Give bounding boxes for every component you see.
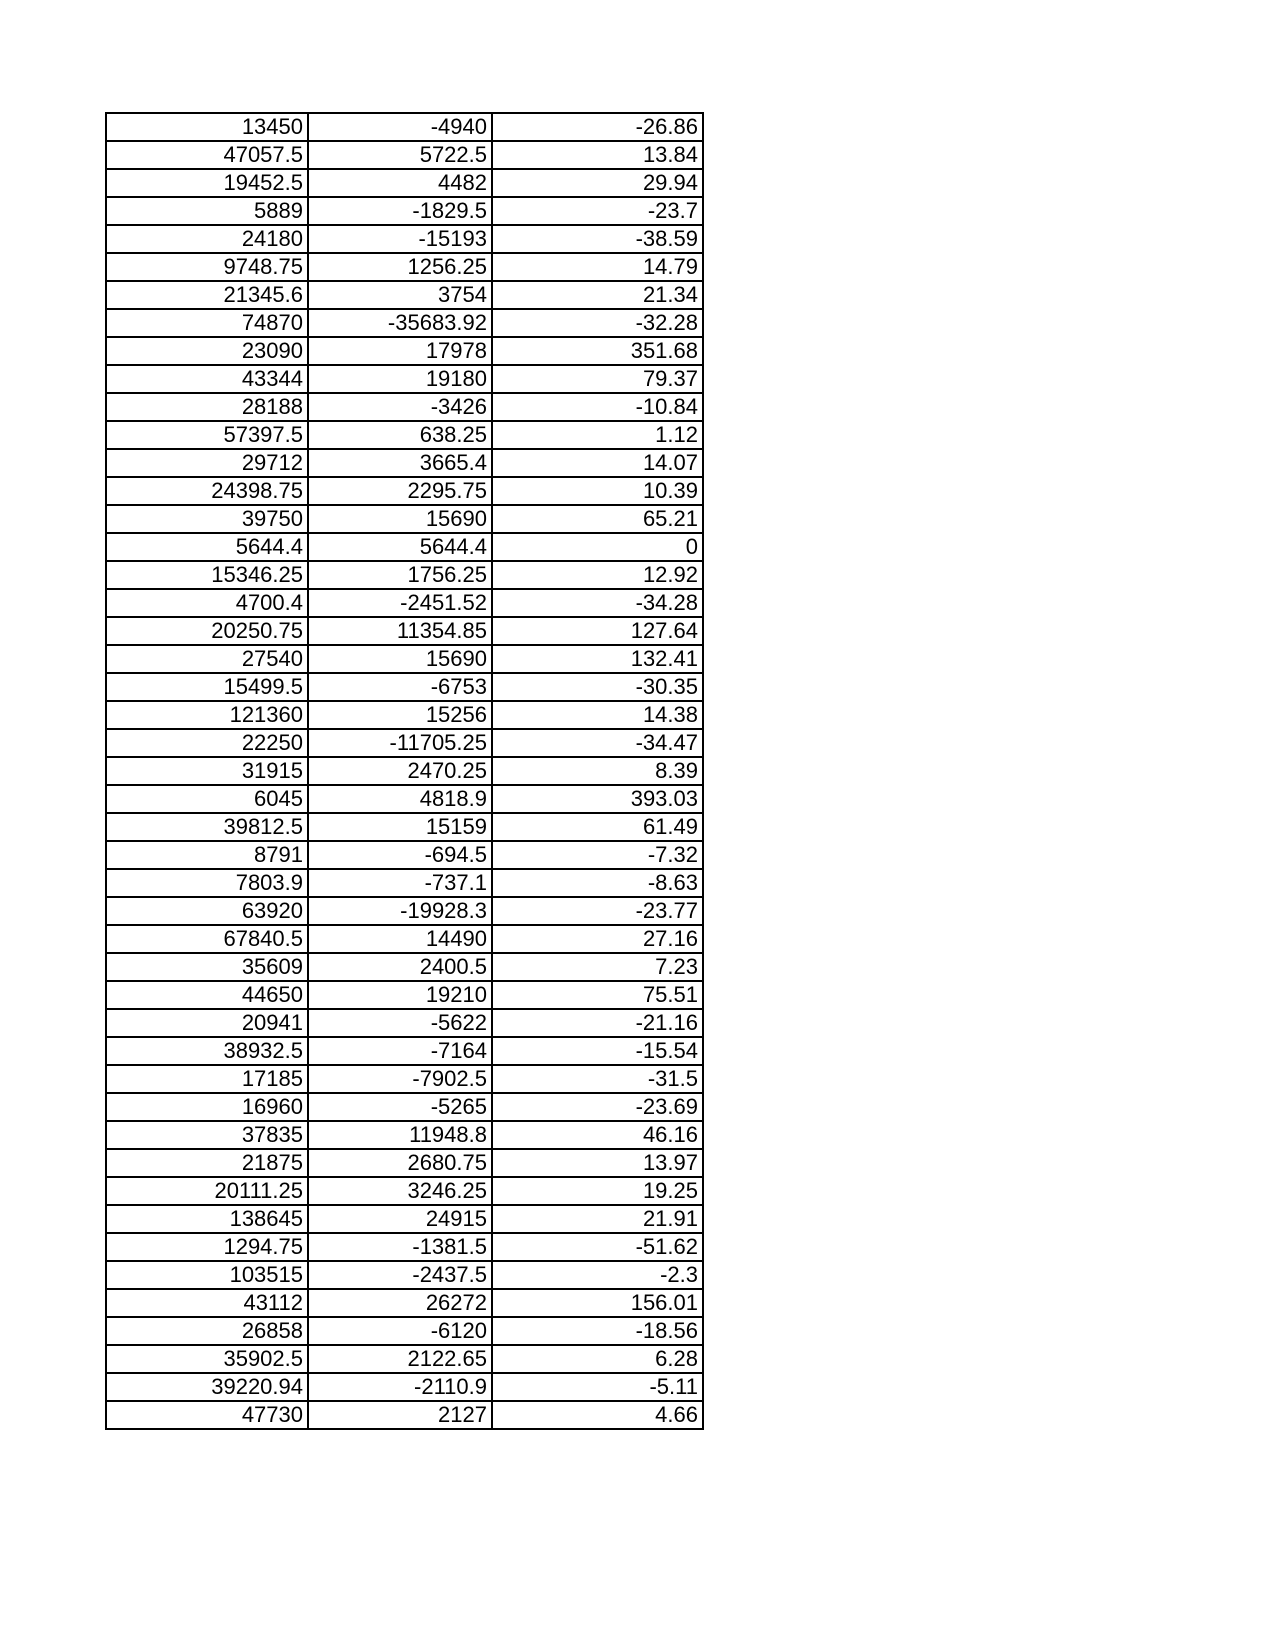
- table-cell: 0: [492, 533, 703, 561]
- table-cell: 8.39: [492, 757, 703, 785]
- table-cell: -2451.52: [308, 589, 492, 617]
- table-cell: 38932.5: [106, 1037, 308, 1065]
- table-cell: 4.66: [492, 1401, 703, 1429]
- table-cell: 5644.4: [106, 533, 308, 561]
- table-row: [106, 757, 703, 785]
- table-cell: 24180: [106, 225, 308, 253]
- table-cell: 29.94: [492, 169, 703, 197]
- table-cell: 13450: [106, 113, 308, 141]
- table-cell: -8.63: [492, 869, 703, 897]
- table-cell: 5722.5: [308, 141, 492, 169]
- table-cell: 44650: [106, 981, 308, 1009]
- table-cell: -6120: [308, 1317, 492, 1345]
- table-cell: 5889: [106, 197, 308, 225]
- table-cell: 15346.25: [106, 561, 308, 589]
- table-cell: 4482: [308, 169, 492, 197]
- table-row: [106, 1093, 703, 1121]
- table-cell: 3754: [308, 281, 492, 309]
- table-row: [106, 617, 703, 645]
- table-cell: -30.35: [492, 673, 703, 701]
- table-cell: 15690: [308, 645, 492, 673]
- table-cell: 16960: [106, 1093, 308, 1121]
- table-cell: 1756.25: [308, 561, 492, 589]
- table-cell: 14490: [308, 925, 492, 953]
- table-cell: 3246.25: [308, 1177, 492, 1205]
- table-cell: -5265: [308, 1093, 492, 1121]
- table-row: [106, 169, 703, 197]
- table-row: [106, 897, 703, 925]
- table-cell: 22250: [106, 729, 308, 757]
- table-cell: 14.07: [492, 449, 703, 477]
- table-cell: -19928.3: [308, 897, 492, 925]
- table-cell: 61.49: [492, 813, 703, 841]
- table-cell: 1256.25: [308, 253, 492, 281]
- table-cell: 393.03: [492, 785, 703, 813]
- table-row: [106, 1289, 703, 1317]
- table-cell: -7.32: [492, 841, 703, 869]
- table-cell: 138645: [106, 1205, 308, 1233]
- table-cell: 17978: [308, 337, 492, 365]
- table-cell: -15193: [308, 225, 492, 253]
- table-cell: 2680.75: [308, 1149, 492, 1177]
- table-cell: -10.84: [492, 393, 703, 421]
- table-cell: 2400.5: [308, 953, 492, 981]
- table-row: [106, 533, 703, 561]
- table-cell: -4940: [308, 113, 492, 141]
- table-cell: -1381.5: [308, 1233, 492, 1261]
- table-row: [106, 589, 703, 617]
- table-cell: 121360: [106, 701, 308, 729]
- table-cell: 20250.75: [106, 617, 308, 645]
- table-cell: 19210: [308, 981, 492, 1009]
- table-cell: 14.38: [492, 701, 703, 729]
- table-cell: -15.54: [492, 1037, 703, 1065]
- table-cell: -34.47: [492, 729, 703, 757]
- table-row: [106, 1373, 703, 1401]
- table-row: [106, 729, 703, 757]
- table-cell: 29712: [106, 449, 308, 477]
- table-row: [106, 1065, 703, 1093]
- table-cell: 17185: [106, 1065, 308, 1093]
- table-cell: 132.41: [492, 645, 703, 673]
- table-row: [106, 1149, 703, 1177]
- table-cell: 27.16: [492, 925, 703, 953]
- table-cell: 39750: [106, 505, 308, 533]
- table-cell: -1829.5: [308, 197, 492, 225]
- table-cell: -5622: [308, 1009, 492, 1037]
- table-cell: 15159: [308, 813, 492, 841]
- table-cell: 103515: [106, 1261, 308, 1289]
- table-cell: 14.79: [492, 253, 703, 281]
- table-cell: -23.69: [492, 1093, 703, 1121]
- table-cell: -694.5: [308, 841, 492, 869]
- table-row: [106, 785, 703, 813]
- table-cell: -38.59: [492, 225, 703, 253]
- table-cell: 12.92: [492, 561, 703, 589]
- table-row: [106, 1009, 703, 1037]
- table-cell: 15690: [308, 505, 492, 533]
- table-cell: 24915: [308, 1205, 492, 1233]
- table-row: [106, 1345, 703, 1373]
- table-row: [106, 113, 703, 141]
- table-cell: -2110.9: [308, 1373, 492, 1401]
- table-cell: -23.7: [492, 197, 703, 225]
- table-cell: -26.86: [492, 113, 703, 141]
- data-table: [105, 112, 704, 1430]
- table-cell: 21875: [106, 1149, 308, 1177]
- table-cell: -6753: [308, 673, 492, 701]
- table-cell: -5.11: [492, 1373, 703, 1401]
- table-cell: -2437.5: [308, 1261, 492, 1289]
- table-cell: 2470.25: [308, 757, 492, 785]
- table-row: [106, 505, 703, 533]
- table-cell: -3426: [308, 393, 492, 421]
- table-cell: 127.64: [492, 617, 703, 645]
- table-row: [106, 561, 703, 589]
- table-row: [106, 1261, 703, 1289]
- table-row: [106, 981, 703, 1009]
- table-cell: 15499.5: [106, 673, 308, 701]
- table-row: [106, 477, 703, 505]
- table-cell: 10.39: [492, 477, 703, 505]
- table-cell: 27540: [106, 645, 308, 673]
- table-row: [106, 841, 703, 869]
- table-cell: 6.28: [492, 1345, 703, 1373]
- table-cell: -18.56: [492, 1317, 703, 1345]
- table-cell: -51.62: [492, 1233, 703, 1261]
- table-cell: 2295.75: [308, 477, 492, 505]
- table-cell: 5644.4: [308, 533, 492, 561]
- table-cell: 26858: [106, 1317, 308, 1345]
- table-cell: 39812.5: [106, 813, 308, 841]
- table-cell: 351.68: [492, 337, 703, 365]
- table-cell: 74870: [106, 309, 308, 337]
- table-cell: 20941: [106, 1009, 308, 1037]
- table-cell: 47057.5: [106, 141, 308, 169]
- table-cell: 4700.4: [106, 589, 308, 617]
- table-cell: 11948.8: [308, 1121, 492, 1149]
- table-cell: 31915: [106, 757, 308, 785]
- table-cell: 1294.75: [106, 1233, 308, 1261]
- table-cell: -2.3: [492, 1261, 703, 1289]
- table-cell: 47730: [106, 1401, 308, 1429]
- table-cell: 20111.25: [106, 1177, 308, 1205]
- table-cell: 43344: [106, 365, 308, 393]
- table-cell: -737.1: [308, 869, 492, 897]
- table-row: [106, 925, 703, 953]
- table-cell: -7164: [308, 1037, 492, 1065]
- table-cell: 24398.75: [106, 477, 308, 505]
- table-cell: 8791: [106, 841, 308, 869]
- table-cell: -34.28: [492, 589, 703, 617]
- table-cell: 19452.5: [106, 169, 308, 197]
- table-cell: 37835: [106, 1121, 308, 1149]
- table-row: [106, 645, 703, 673]
- table-row: [106, 869, 703, 897]
- table-cell: 638.25: [308, 421, 492, 449]
- table-row: [106, 673, 703, 701]
- table-row: [106, 1401, 703, 1429]
- table-cell: 1.12: [492, 421, 703, 449]
- table-cell: 13.97: [492, 1149, 703, 1177]
- table-cell: -32.28: [492, 309, 703, 337]
- table-cell: 23090: [106, 337, 308, 365]
- table-cell: -21.16: [492, 1009, 703, 1037]
- table-row: [106, 1037, 703, 1065]
- table-cell: -35683.92: [308, 309, 492, 337]
- table-row: [106, 309, 703, 337]
- table-body: [106, 113, 703, 1429]
- table-cell: 7.23: [492, 953, 703, 981]
- table-cell: 57397.5: [106, 421, 308, 449]
- table-cell: 63920: [106, 897, 308, 925]
- table-cell: 26272: [308, 1289, 492, 1317]
- table-cell: 15256: [308, 701, 492, 729]
- table-row: [106, 141, 703, 169]
- table-cell: 43112: [106, 1289, 308, 1317]
- table-cell: -23.77: [492, 897, 703, 925]
- table-row: [106, 393, 703, 421]
- table-cell: 35902.5: [106, 1345, 308, 1373]
- table-row: [106, 701, 703, 729]
- table-cell: 39220.94: [106, 1373, 308, 1401]
- table-cell: 46.16: [492, 1121, 703, 1149]
- table-cell: 4818.9: [308, 785, 492, 813]
- table-cell: 19.25: [492, 1177, 703, 1205]
- table-row: [106, 365, 703, 393]
- table-cell: 2127: [308, 1401, 492, 1429]
- table-row: [106, 1121, 703, 1149]
- table-cell: 156.01: [492, 1289, 703, 1317]
- table-cell: 11354.85: [308, 617, 492, 645]
- table-row: [106, 225, 703, 253]
- table-row: [106, 1205, 703, 1233]
- table-cell: 35609: [106, 953, 308, 981]
- table-row: [106, 281, 703, 309]
- table-cell: 67840.5: [106, 925, 308, 953]
- table-cell: 9748.75: [106, 253, 308, 281]
- table-cell: 3665.4: [308, 449, 492, 477]
- table-row: [106, 197, 703, 225]
- table-cell: 13.84: [492, 141, 703, 169]
- table-cell: 6045: [106, 785, 308, 813]
- table-row: [106, 1317, 703, 1345]
- table-cell: 65.21: [492, 505, 703, 533]
- table-cell: 79.37: [492, 365, 703, 393]
- table-cell: 21.34: [492, 281, 703, 309]
- table-row: [106, 449, 703, 477]
- table-row: [106, 421, 703, 449]
- table-cell: 75.51: [492, 981, 703, 1009]
- table-cell: 7803.9: [106, 869, 308, 897]
- table-row: [106, 253, 703, 281]
- table-cell: 21.91: [492, 1205, 703, 1233]
- table-cell: -31.5: [492, 1065, 703, 1093]
- table-cell: -7902.5: [308, 1065, 492, 1093]
- table-cell: 2122.65: [308, 1345, 492, 1373]
- table-cell: 28188: [106, 393, 308, 421]
- table-row: [106, 813, 703, 841]
- table-row: [106, 1233, 703, 1261]
- table-row: [106, 953, 703, 981]
- table-cell: 21345.6: [106, 281, 308, 309]
- table-cell: 19180: [308, 365, 492, 393]
- table-cell: -11705.25: [308, 729, 492, 757]
- table-row: [106, 337, 703, 365]
- table-row: [106, 1177, 703, 1205]
